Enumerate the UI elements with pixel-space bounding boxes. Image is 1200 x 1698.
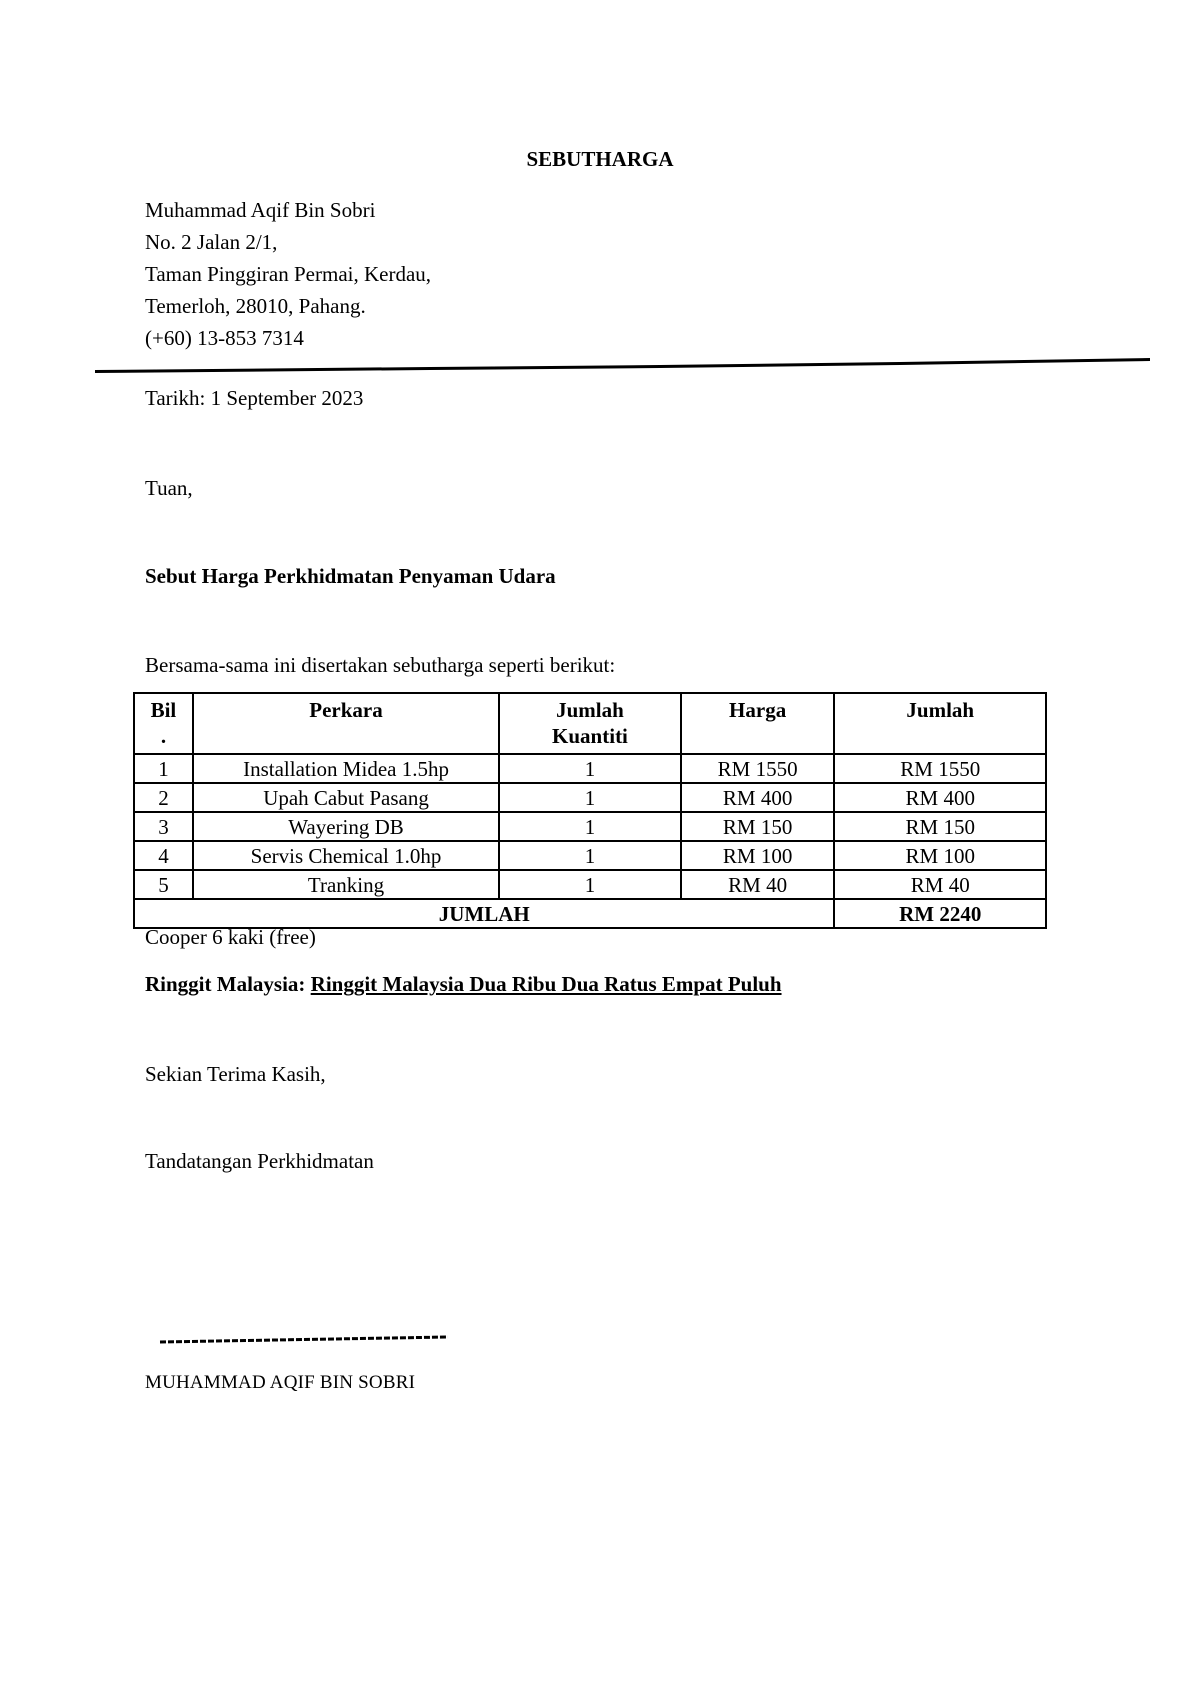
table-row <box>134 841 1046 870</box>
sender-name: Muhammad Aqif Bin Sobri <box>145 198 376 222</box>
cell-kuantiti: 1 <box>499 783 681 812</box>
cell-perkara: Servis Chemical 1.0hp <box>193 841 499 870</box>
cell-jumlah: RM 1550 <box>834 754 1046 783</box>
cell-kuantiti: 1 <box>499 754 681 783</box>
table-row <box>134 783 1046 812</box>
header-bil: Bil . <box>134 693 193 754</box>
cell-harga: RM 150 <box>681 812 835 841</box>
cell-harga: RM 1550 <box>681 754 835 783</box>
cell-perkara: Wayering DB <box>193 812 499 841</box>
signature-label: Tandatangan Perkhidmatan <box>145 1149 374 1173</box>
cell-jumlah: RM 150 <box>834 812 1046 841</box>
cell-kuantiti: 1 <box>499 841 681 870</box>
sender-phone: (+60) 13-853 7314 <box>145 326 304 350</box>
table-row <box>134 870 1046 899</box>
cell-bil: 4 <box>134 841 193 870</box>
cell-perkara: Tranking <box>193 870 499 899</box>
cell-jumlah: RM 400 <box>834 783 1046 812</box>
cell-bil: 1 <box>134 754 193 783</box>
amount-in-words <box>145 972 782 997</box>
header-kuantiti: Jumlah Kuantiti <box>499 693 681 754</box>
letter-date: Tarikh: 1 September 2023 <box>145 386 364 410</box>
free-item-note: Cooper 6 kaki (free) <box>145 925 316 949</box>
cell-bil: 5 <box>134 870 193 899</box>
intro-text: Bersama-sama ini disertakan sebutharga seperti berikut: <box>145 653 616 677</box>
sender-address-block <box>145 194 431 354</box>
cell-harga: RM 400 <box>681 783 835 812</box>
quotation-table <box>133 692 1047 929</box>
closing-text: Sekian Terima Kasih, <box>145 1062 326 1086</box>
total-value: RM 2240 <box>834 899 1046 928</box>
document-title: SEBUTHARGA <box>526 147 674 171</box>
sender-address-line: Temerloh, 28010, Pahang. <box>145 294 366 318</box>
cell-perkara: Upah Cabut Pasang <box>193 783 499 812</box>
cell-harga: RM 100 <box>681 841 835 870</box>
letter-subject: Sebut Harga Perkhidmatan Penyaman Udara <box>145 564 556 588</box>
table-header-row <box>134 693 1046 754</box>
amount-in-words-value: Ringgit Malaysia Dua Ribu Dua Ratus Empat Puluh <box>310 972 782 996</box>
cell-bil: 2 <box>134 783 193 812</box>
header-jumlah: Jumlah <box>834 693 1046 754</box>
table-total-row <box>134 899 1046 928</box>
cell-kuantiti: 1 <box>499 812 681 841</box>
cell-perkara: Installation Midea 1.5hp <box>193 754 499 783</box>
table-row <box>134 812 1046 841</box>
header-harga: Harga <box>681 693 835 754</box>
cell-bil: 3 <box>134 812 193 841</box>
sender-address-line: No. 2 Jalan 2/1, <box>145 230 278 254</box>
sender-address-line: Taman Pinggiran Permai, Kerdau, <box>145 262 432 286</box>
cell-kuantiti: 1 <box>499 870 681 899</box>
header-perkara: Perkara <box>193 693 499 754</box>
letterhead-divider <box>0 352 1200 374</box>
signature-line <box>158 1330 458 1348</box>
cell-harga: RM 40 <box>681 870 835 899</box>
total-label: JUMLAH <box>134 899 834 928</box>
amount-in-words-label: Ringgit Malaysia: <box>145 972 306 996</box>
signatory-name: MUHAMMAD AQIF BIN SOBRI <box>145 1372 416 1393</box>
table-row <box>134 754 1046 783</box>
cell-jumlah: RM 40 <box>834 870 1046 899</box>
cell-jumlah: RM 100 <box>834 841 1046 870</box>
salutation: Tuan, <box>145 476 193 500</box>
